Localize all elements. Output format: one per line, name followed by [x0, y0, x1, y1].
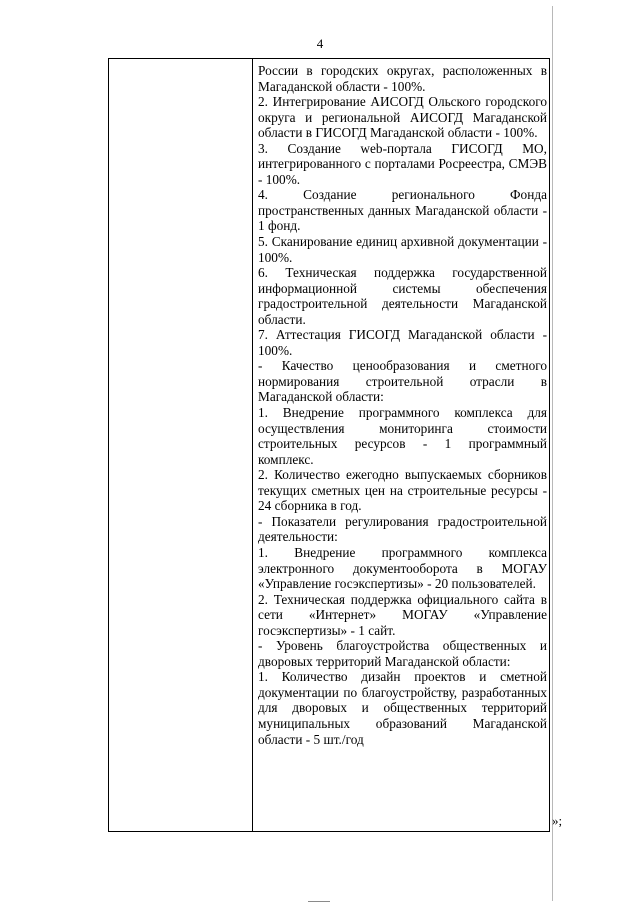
margin-rule	[552, 6, 553, 901]
table-paragraph: 1. Внедрение программного комплекса электронного документооборота в МОГАУ «Управление госэкспертизы» - 20 пользователей.	[258, 544, 547, 592]
table-paragraph: России в городских округах, расположенных в Магаданской области - 100%.	[258, 63, 547, 94]
table-paragraph: 6. Техническая поддержка государственной информационной системы обеспечения градостроительной деятельности Магаданской области.	[258, 265, 547, 327]
footer-dash	[308, 901, 330, 902]
page-number: 4	[316, 36, 324, 51]
table-paragraph: 2. Интегрирование АИСОГД Ольского городского округа и региональной АИСОГД Магаданской области в ГИСОГД Магаданской области - 100%.	[258, 94, 547, 141]
table-paragraph: 2. Техническая поддержка официального сайта в сети «Интернет» МОГАУ «Управление госэкспертизы» - 1 сайт.	[258, 591, 547, 638]
table-paragraph: 1. Внедрение программного комплекса для осуществления мониторинга стоимости строительных ресурсов - 1 программный комплекс.	[258, 405, 547, 467]
closing-quote-mark: »;	[552, 813, 563, 828]
table-paragraph: - Качество ценообразования и сметного нормирования строительной отрасли в Магаданской области:	[258, 358, 547, 405]
table-paragraph: - Уровень благоустройства общественных и дворовых территорий Магаданской области:	[258, 638, 547, 669]
table-right-cell	[258, 63, 547, 747]
table-paragraph: 4. Создание регионального Фонда пространственных данных Магаданской области - 1 фонд.	[258, 187, 547, 234]
document-table	[108, 58, 550, 832]
table-paragraph: 7. Аттестация ГИСОГД Магаданской области - 100%.	[258, 327, 547, 358]
table-paragraph: 3. Создание web-портала ГИСОГД МО, интегрированного с порталами Росреестра, СМЭВ - 100%.	[258, 140, 547, 187]
table-paragraph: 5. Сканирование единиц архивной документации - 100%.	[258, 234, 547, 265]
table-paragraph: 1. Количество дизайн проектов и сметной документации по благоустройству, разработанных для дворовых и общественных территорий муниципальных образований Магаданской области - 5 шт./год	[258, 669, 547, 747]
table-left-cell	[109, 59, 253, 831]
table-paragraph: 2. Количество ежегодно выпускаемых сборников текущих сметных цен на строительные ресурсы - 24 сборника в год.	[258, 467, 547, 514]
table-paragraph: - Показатели регулирования градостроительной деятельности:	[258, 513, 547, 545]
